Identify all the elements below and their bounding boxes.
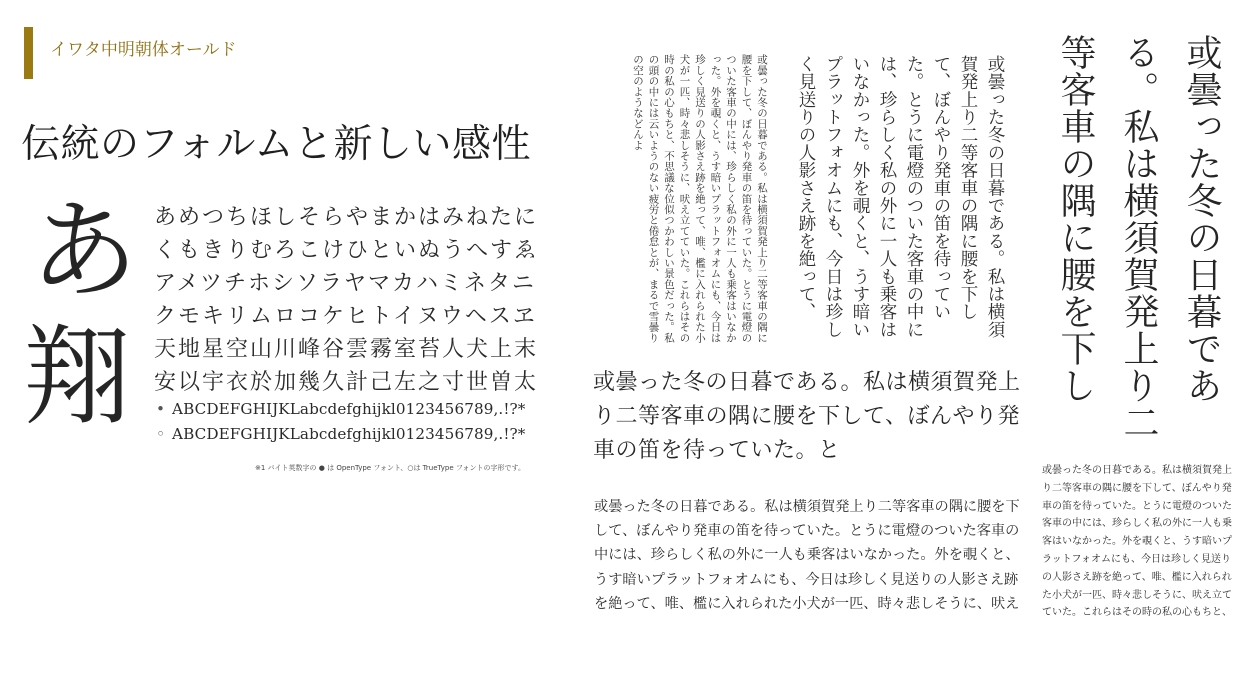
latin-sample-list — [156, 397, 566, 447]
katakana-sample-line-1: アメツチホシソラヤマカハミネタニ — [154, 271, 537, 296]
vertical-large-text-sample: 或曇った冬の日暮である。私は横須賀発上り二等客車の隅に腰を下し — [1055, 34, 1222, 441]
large-hiragana-glyph: あ — [30, 189, 139, 314]
glyph-sample-list — [154, 201, 554, 399]
katakana-sample-line-2: クモキリムロコケヒトイヌウヘスヱ — [154, 304, 537, 329]
hiragana-sample-line-2: くもきりむろこけひといぬうへすゑ — [154, 238, 539, 263]
kanji-sample-line-2: 安以宇衣於加幾久計己左之寸世曽太 — [154, 370, 539, 395]
open-circle-icon: ◦ — [156, 425, 166, 443]
horizontal-caption-text-sample: 或曇った冬の日暮である。私は横須賀発上り二等客車の隅に腰を下して、ぼんやり発車の笛を待っていた。とうに電燈のついた客車の中には、珍らしく私の外に一人も乗客はいなかった。外を覗くと、うす暗いプラットフォオムにも、今日は珍しく見送りの人影さえ跡を絶って、唯、檻に入れられた小犬が一匹、時々悲しそうに、吠え立てていた。これらはその時の私の心もちと、 — [1042, 465, 1232, 619]
horizontal-medium-text-sample: 或曇った冬の日暮である。私は横須賀発上り二等客車の隅に腰を下して、ぼんやり発車の笛を待っていた。と — [593, 370, 1021, 463]
truetype-latin-sample — [156, 422, 566, 447]
hiragana-sample-line-1: あめつちほしそらやまかはみねたに — [154, 205, 539, 230]
opentype-latin-text: ABCDEFGHIJKLabcdefghijkl0123456789,.!?* — [172, 400, 526, 418]
brand-accent-bar — [24, 27, 33, 79]
opentype-latin-sample — [156, 397, 566, 422]
vertical-small-text-sample: 或曇った冬の日暮である。私は横須賀発上り二等客車の隅に腰を下して、ぼんやり発車の笛を待っていた。とうに電燈のついた客車の中には、珍らしく私の外に一人も乗客はいなかった。外を覗くと、うす暗いプラットフォオムにも、今日は珍しく見送りの人影さえ跡を絶って、唯、檻に入れられた小犬が一匹、時々悲しそうに、吠え立てていた。これらはその時の私の心もちと、不思議な位似つかわしい景色だった。私の頭の中には云いようのない疲労と倦怠とが、まるで雪曇りの空のようなどんよ — [632, 54, 768, 343]
latin-glyph-footnote: ※1 バイト英数字の ● は OpenType フォント、○は TrueType フォントの字形です。 — [255, 464, 525, 472]
truetype-latin-text: ABCDEFGHIJKLabcdefghijkl0123456789,.!?* — [172, 425, 526, 443]
vertical-medium-text-sample: 或曇った冬の日暮である。私は横須賀発上り二等客車の隅に腰を下して、ぼんやり発車の笛を待っていた。とうに電燈のついた客車の中には、珍らしく私の外に一人も乗客はいなかった。外を覗くと、うす暗いプラットフォオムにも、今日は珍しく見送りの人影さえ跡を絶って、 — [796, 55, 1005, 339]
kanji-sample-line-1: 天地星空山川峰谷雲霧室苔人犬上末 — [154, 337, 539, 362]
horizontal-small-text-sample: 或曇った冬の日暮である。私は横須賀発上り二等客車の隅に腰を下して、ぼんやり発車の笛を待っていた。とうに電燈のついた客車の中には、珍らしく私の外に一人も乗客はいなかった。外を覗くと、うす暗いプラットフォオムにも、今日は珍しく見送りの人影さえ跡を絶って、唯、檻に入れられた小犬が一匹、時々悲しそうに、吠え — [594, 499, 1020, 612]
filled-circle-icon: • — [156, 400, 166, 418]
font-name-title: イワタ中明朝体オールド — [50, 40, 237, 60]
specimen-headline: 伝統のフォルムと新しい感性 — [21, 122, 531, 167]
large-kanji-glyph: 翔 — [23, 315, 132, 440]
